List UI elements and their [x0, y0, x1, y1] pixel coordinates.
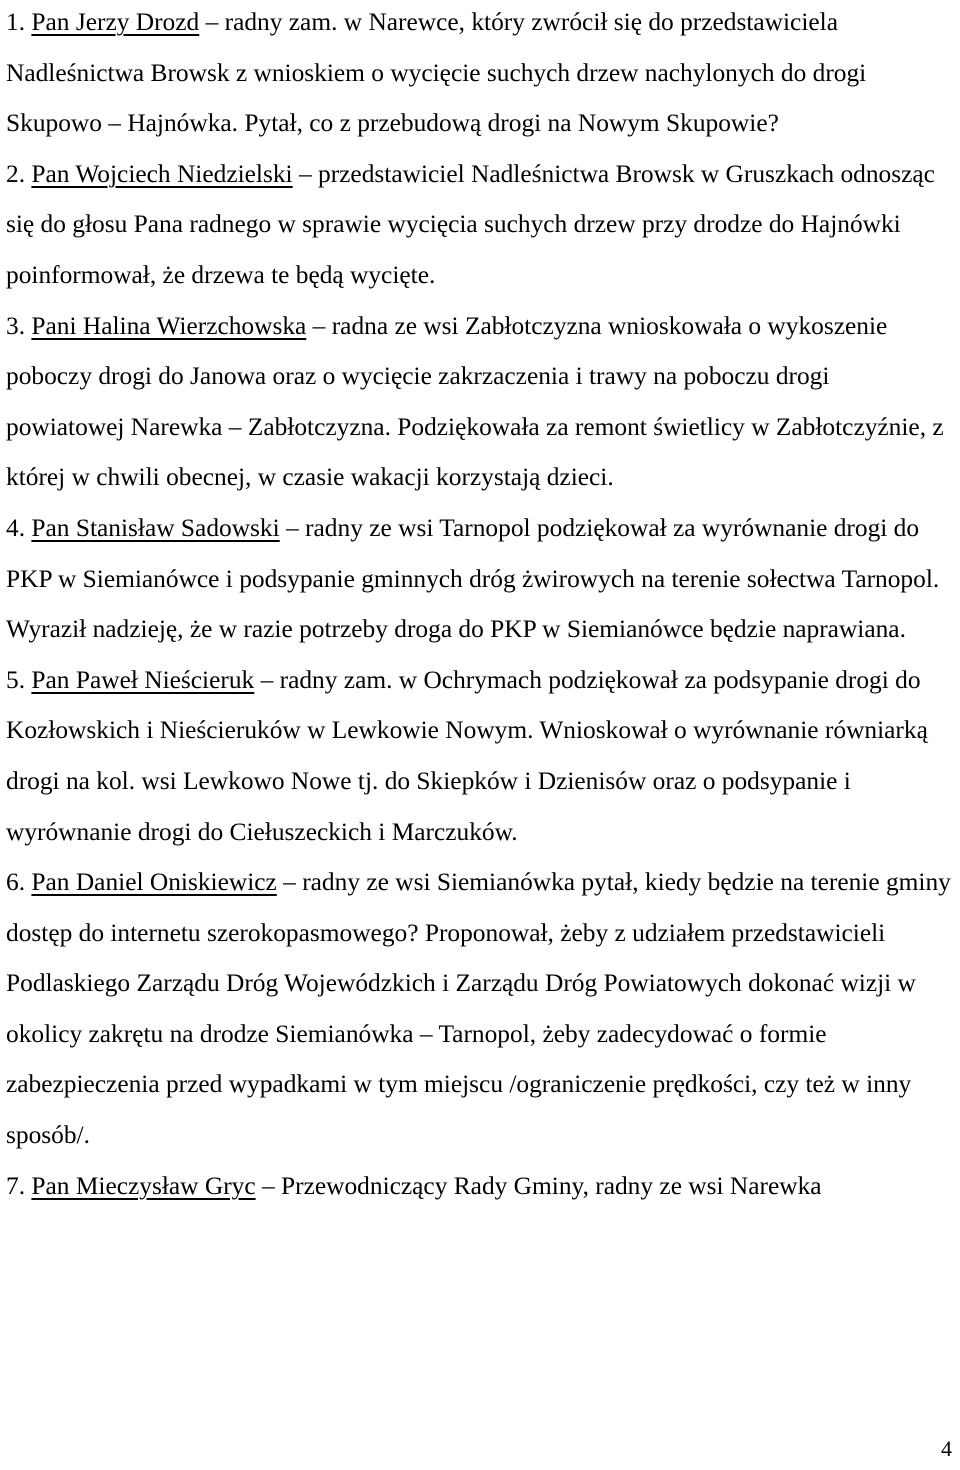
item-number: 7. [6, 1171, 26, 1200]
item-number: 1. [6, 8, 26, 36]
item-text: – radny zam. w Narewce, który zwrócił się do przedstawiciela Nadleśnictwa Browsk z wnioskiem o wycięcie suchych drzew nachylonych do drogi Skupowo – Hajnówka. Pytał, co z przebudową drogi na Nowym Skupowie? [6, 8, 867, 138]
item-text: – przedstawiciel Nadleśnictwa Browsk w Gruszkach odnosząc się do głosu Pana radnego w sprawie wycięcia suchych drzew przy drodze do Hajnówki poinformował, że drzewa te będą wycięte. [6, 159, 935, 289]
item-number: 2. [6, 159, 26, 188]
speaker-name: Pan Jerzy Drozd [31, 8, 200, 36]
speaker-name: Pan Paweł Nieścieruk [31, 665, 255, 694]
item-number: 5. [6, 665, 26, 694]
speaker-name: Pan Daniel Oniskiewicz [31, 868, 277, 897]
item-text: – radna ze wsi Zabłotczyzna wnioskowała o wykoszenie poboczy drogi do Janowa oraz o wycięcie zakrzaczenia i trawy na poboczu drogi powiatowej Narewka – Zabłotczyzna. Podziękowała za remont świetlicy w Zabłotczyźnie, z której w chwili obecnej, w czasie wakacji korzystają dzieci. [6, 311, 944, 492]
item-2 [6, 149, 954, 301]
speaker-name: Pan Mieczysław Gryc [31, 1171, 256, 1200]
item-3 [6, 301, 954, 503]
item-number: 4. [6, 513, 26, 542]
item-7 [6, 1161, 954, 1212]
item-number: 3. [6, 311, 26, 340]
item-text: – Przewodniczący Rady Gminy, radny ze wsi Narewka [261, 1171, 822, 1200]
item-6 [6, 857, 954, 1161]
speaker-name: Pani Halina Wierzchowska [31, 311, 307, 340]
item-number: 6. [6, 868, 26, 897]
item-text: – radny zam. w Ochrymach podziękował za podsypanie drogi do Kozłowskich i Nieścieruków w Lewkowie Nowym. Wnioskował o wyrównanie równiarką drogi na kol. wsi Lewkowo Nowe tj. do Skiepków i Dzienisów oraz o podsypanie i wyrównanie drogi do Ciełuszeckich i Marczuków. [6, 665, 928, 846]
item-5 [6, 655, 954, 857]
page-number: 4 [941, 1436, 952, 1461]
item-1 [6, 0, 954, 149]
speaker-name: Pan Wojciech Niedzielski [31, 159, 293, 188]
item-4 [6, 503, 954, 655]
document-page [6, 0, 954, 1211]
item-text: – radny ze wsi Tarnopol podziękował za wyrównanie drogi do PKP w Siemianówce i podsypanie gminnych dróg żwirowych na terenie sołectwa Tarnopol. Wyraził nadzieję, że w razie potrzeby droga do PKP w Siemianówce będzie naprawiana. [6, 513, 940, 644]
item-text: – radny ze wsi Siemianówka pytał, kiedy będzie na terenie gminy dostęp do internetu szerokopasmowego? Proponował, żeby z udziałem przedstawicieli Podlaskiego Zarządu Dróg Wojewódzkich i Zarządu Dróg Powiatowych dokonać wizji w okolicy zakrętu na drodze Siemianówka – Tarnopol, żeby zadecydować o formie zabezpieczenia przed wypadkami w tym miejscu /ograniczenie prędkości, czy też w inny sposób/. [6, 868, 951, 1150]
speaker-name: Pan Stanisław Sadowski [31, 513, 280, 542]
